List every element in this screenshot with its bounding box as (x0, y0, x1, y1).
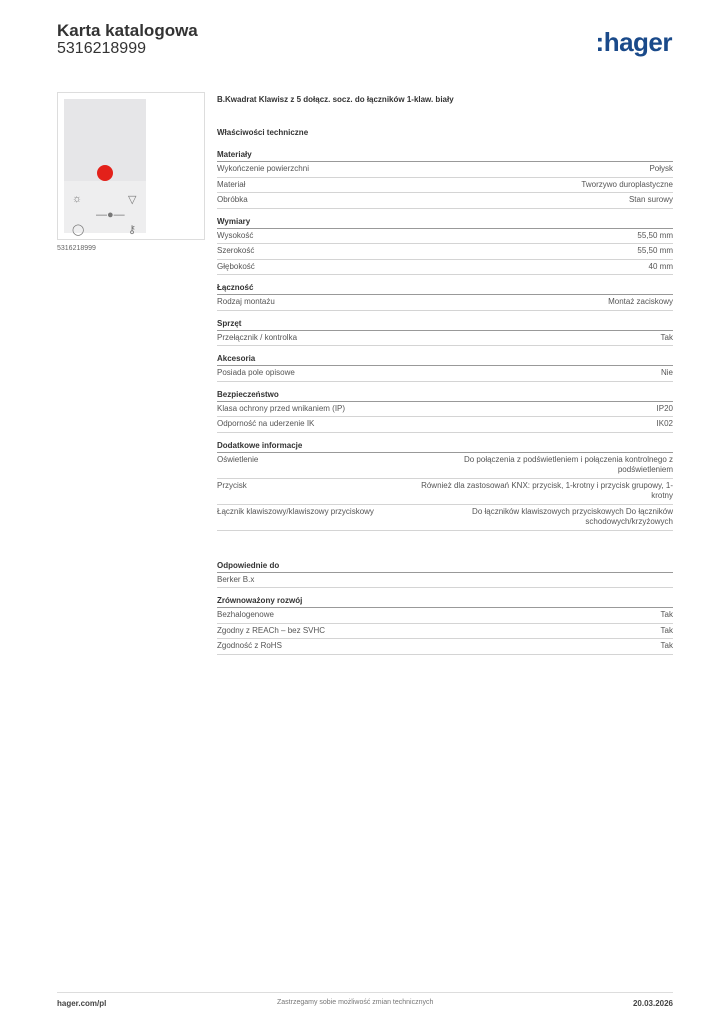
spec-key: Odporność na uderzenie IK (217, 419, 315, 428)
spec-key: Przełącznik / kontrolka (217, 332, 298, 342)
spec-row (217, 573, 673, 589)
spec-value: 40 mm (648, 261, 673, 271)
slider-icon: —●— (96, 209, 125, 221)
footer-date: 20.03.2026 (632, 999, 673, 1008)
section-title: Bezpieczeństwo (217, 390, 673, 402)
spec-row (217, 479, 673, 505)
spec-row (217, 417, 673, 433)
footer-disclaimer: Zastrzegamy sobie możliwość zmian technicznych (277, 999, 434, 1006)
tech-heading: Właściwości techniczne (217, 128, 309, 137)
spec-key: Głębokość (217, 261, 255, 271)
spec-row (217, 624, 673, 640)
product-image (64, 99, 146, 236)
spec-key: Przycisk (217, 480, 247, 490)
spec-key: Klasa ochrony przed wnikaniem (IP) (217, 403, 346, 413)
spec-key: Berker B.x (217, 574, 255, 584)
spec-row (217, 244, 673, 260)
spec-value: Tak (660, 641, 673, 650)
spec-key: Wykończenie powierzchni (217, 164, 309, 173)
spec-key: Materiał (217, 179, 246, 189)
spec-section (217, 217, 673, 276)
spec-row (217, 608, 673, 624)
key-icon: ⚷ (128, 224, 137, 236)
footer-divider (57, 992, 673, 993)
hager-logo: :hager (595, 27, 672, 57)
spec-value: Połysk (649, 164, 673, 173)
footer-url[interactable]: hager.com/pl (57, 999, 107, 1008)
lamp-icon: ☼ (72, 193, 83, 205)
spec-key: Posiada pole opisowe (217, 368, 295, 377)
spec-value: Do łączników klawiszowych przyciskowych Do łączników schodowych/krzyżowych (472, 506, 673, 526)
spec-row (217, 178, 673, 194)
image-caption: 5316218999 (57, 245, 96, 252)
spec-key: Szerokość (217, 246, 255, 255)
product-code: 5316218999 (57, 40, 146, 57)
section-title: Dodatkowe informacje (217, 441, 673, 453)
section-title: Odpowiednie do (217, 561, 673, 573)
spec-section (217, 596, 673, 655)
spec-content (217, 95, 673, 663)
spec-value: 55,50 mm (637, 246, 673, 255)
section-title: Akcesoria (217, 354, 673, 366)
spec-value: Stan surowy (628, 195, 673, 204)
spec-sections (217, 150, 673, 663)
product-title: B.Kwadrat Klawisz z 5 dołącz. socz. do łączników 1-klaw. biały (217, 95, 454, 104)
spec-value: Montaż zaciskowy (608, 297, 673, 306)
section-title: Wymiary (217, 217, 673, 229)
spec-row (217, 331, 673, 347)
spec-key: Zgodność z RoHS (217, 641, 282, 650)
bell-icon: ▽ (128, 194, 137, 206)
spec-section (217, 283, 673, 311)
spec-value: Nie (660, 368, 673, 377)
spec-row (217, 453, 673, 479)
spec-row (217, 402, 673, 418)
spec-key: Rodzaj montażu (217, 297, 275, 306)
spec-key: Łącznik klawiszowy/klawiszowy przyciskowy (217, 506, 374, 516)
spec-section (217, 319, 673, 347)
logo-text: hager (603, 27, 672, 57)
spec-key: Zgodny z REACh – bez SVHC (217, 625, 326, 635)
spec-value: IK02 (656, 419, 673, 428)
spec-value: Do połączenia z podświetleniem i połączenia kontrolnego z podświetleniem (463, 454, 673, 474)
spec-section (217, 441, 673, 531)
spec-value: Tworzywo duroplastyczne (581, 179, 673, 189)
spec-section (217, 390, 673, 433)
spec-row (217, 193, 673, 209)
spec-value: Tak (660, 625, 673, 635)
section-title: Łączność (217, 283, 673, 295)
spec-value: Tak (660, 332, 673, 342)
spec-section (217, 561, 673, 589)
spec-value: Tak (660, 610, 673, 619)
circle-icon: ◯ (72, 224, 85, 236)
spec-row (217, 229, 673, 245)
section-title: Materiały (217, 150, 673, 162)
spec-key: Oświetlenie (217, 454, 259, 464)
product-image-frame (57, 92, 205, 240)
spec-row (217, 260, 673, 276)
spec-section (217, 150, 673, 209)
spec-row (217, 639, 673, 655)
spec-row (217, 366, 673, 382)
spec-key: Wysokość (217, 230, 254, 240)
section-title: Sprzęt (217, 319, 673, 331)
spec-key: Obróbka (217, 195, 248, 204)
spec-value: 55,50 mm (637, 230, 673, 240)
spec-value: IP20 (656, 403, 673, 413)
spec-row (217, 505, 673, 531)
spec-section (217, 354, 673, 382)
spec-row (217, 295, 673, 311)
indicator-dot (97, 165, 113, 181)
section-title: Zrównoważony rozwój (217, 596, 673, 608)
spec-key: Bezhalogenowe (217, 610, 274, 619)
spec-row (217, 162, 673, 178)
spec-value: Również dla zastosowań KNX: przycisk, 1-krotny i przycisk grupowy, 1-krotny (421, 480, 673, 500)
page-title: Karta katalogowa (57, 21, 198, 40)
